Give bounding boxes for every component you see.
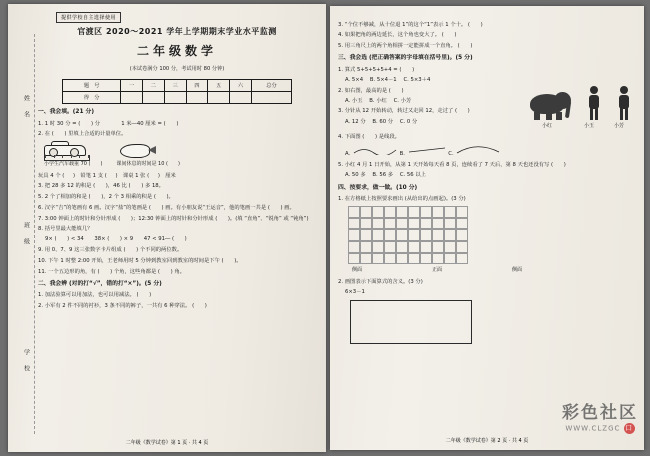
question-2-3: 3. “个位不够减，从十位退 1”的这个“1”表示 1 个十。 ( ) <box>338 21 483 28</box>
binding-labels <box>18 44 34 424</box>
binding-label-school: 学 校 <box>22 348 30 373</box>
view-label-right: 侧面 <box>511 267 522 274</box>
question-2-5: 5. 用三角尺上的两个角相拼一定能拼成一个直角。 ( ) <box>338 42 473 49</box>
question-1-1: 1. 1 时 30 分 = ( ) 分 1 米―40 厘米 = ( ) <box>38 120 179 127</box>
car-icon <box>44 141 88 161</box>
watermark-url <box>562 423 638 434</box>
score-cell-0[interactable] <box>121 92 143 104</box>
section-1-heading: 一、我会填。(21 分) <box>38 109 94 116</box>
option-c[interactable]: C. 小芳 <box>393 97 412 104</box>
arc-shape-c <box>455 143 501 155</box>
cartoon-label-xiaofang: 小芳 <box>613 123 624 129</box>
left-page-content <box>38 14 316 310</box>
option-c[interactable]: C. <box>448 151 454 158</box>
table-row <box>63 80 292 92</box>
ruler-icon <box>44 155 90 161</box>
exam-page-left <box>8 4 326 452</box>
option-a[interactable]: A. 50 多 <box>345 172 366 179</box>
section-2-heading: 二、我会辨 (对的打“√”，错的打“×”)。(5 分) <box>38 280 162 287</box>
question-3-3: 3. 分针从 12 开始转动，转过又走回 12，走过了 ( ) <box>338 108 470 115</box>
question-4-2-formula: 6×3－1 <box>345 288 365 295</box>
score-header-2: 二 <box>143 80 165 92</box>
question-3-1: 1. 算式 5+5+5+5+4 = ( ) <box>338 66 415 73</box>
watermark <box>562 398 638 434</box>
cartoon-caption-row <box>524 123 634 131</box>
question-1-2: 2. 在 ( ) 里填上合适的计量单位。 <box>38 131 127 138</box>
exam-subject: 二年级数学 <box>136 44 217 59</box>
elephant-icon <box>524 88 573 122</box>
question-3-4: 4. 下面图 ( ) 是线段。 <box>338 134 400 141</box>
score-cell-4[interactable] <box>208 92 230 104</box>
line-shape-b <box>407 145 447 155</box>
question-3-5-options <box>338 171 634 179</box>
score-header-1: 一 <box>121 80 143 92</box>
watermark-title: 彩色社区 <box>562 403 638 423</box>
cartoon-figures <box>524 84 634 131</box>
option-a[interactable]: A. <box>345 151 351 158</box>
view-label-front: 正面 <box>431 267 442 274</box>
question-3-2-block <box>338 84 634 131</box>
question-1-5: 5. 2 个了相加的和是 ( )，2 个 3 相乘的积是 ( )。 <box>38 194 174 201</box>
option-a[interactable]: A. 小玉 <box>345 97 363 104</box>
watermark-url-text: WWW.CLZGC <box>565 424 621 433</box>
score-header-5: 五 <box>208 80 230 92</box>
question-1-10: 10. 下午 1 时整 2:00 开始，王老师用时 5 分钟到教室回到教室的时间是下午 ( )。 <box>38 257 242 264</box>
exam-page-right <box>330 6 644 450</box>
question-3-2: 2. 如右图，最高的是 ( ) <box>338 87 404 94</box>
cartoon-label-xiaohong: 小红 <box>541 123 552 129</box>
question-1-8: 8. 括号里最大能填几？ <box>38 226 93 233</box>
question-4-1: 1. 在方格纸上按照要求画出 (从给出的点画起)。(3 分) <box>338 196 466 203</box>
option-c[interactable]: C. 5×3＋4 <box>403 76 431 83</box>
score-header-4: 四 <box>186 80 208 92</box>
score-header-3: 三 <box>164 80 186 92</box>
binding-dashed-line <box>34 34 35 434</box>
question-4-2: 2. 画图表示下面算式的含义。(3 分) <box>338 278 423 285</box>
option-b[interactable]: B. 小红 <box>369 97 387 104</box>
option-b[interactable]: B. <box>399 151 405 158</box>
question-1-toys: 玩具 4 个 ( ) 铅笔 1 支 ( ) 课桌 1 张 ( ) 厘米 <box>38 172 176 179</box>
cartoon-label-xiaoyu: 小玉 <box>583 123 594 129</box>
option-b[interactable]: B. 60 分 <box>372 118 394 125</box>
question-3-4-options <box>338 143 634 158</box>
curve-shape-a <box>352 145 398 155</box>
score-header-0: 题 号 <box>63 80 121 92</box>
question-1-9: 9. 用 0、7、9 这三张数字卡片组成 ( ) 个不同的两位数。 <box>38 247 183 254</box>
answer-grid[interactable] <box>348 206 468 264</box>
drawing-answer-box[interactable] <box>350 300 472 344</box>
option-a[interactable]: A. 12 分 <box>345 118 366 125</box>
score-header-6: 六 <box>230 80 252 92</box>
figures-row <box>524 86 634 122</box>
option-b[interactable]: B. 5×4－1 <box>369 76 397 83</box>
left-page-footer: 二年级《数学试卷》第 1 页 · 共 4 页 <box>125 440 209 446</box>
fish-icon <box>116 141 160 161</box>
right-page-content <box>338 18 634 344</box>
right-page-footer: 二年级《数学试卷》第 2 页 · 共 4 页 <box>445 438 529 444</box>
question-3-5: 5. 小红 4 月 1 日开始，从第 1 天开始每天看 8 页，连续看了 7 天后，第 8 天也还没有写 ( ) <box>338 162 566 169</box>
score-header-7: 总分 <box>251 80 291 92</box>
option-b[interactable]: B. 56 多 <box>372 172 394 179</box>
score-cell-3[interactable] <box>186 92 208 104</box>
question-3-2-options <box>338 97 524 105</box>
fish-caption: 课间休息的时间是 10 ( ) <box>116 161 180 168</box>
watermark-badge: 口 <box>625 424 634 432</box>
score-cell-5[interactable] <box>230 92 252 104</box>
question-2-2: 2. 小军有 2 件不同的衬衫，3 条不同的裤子，一共有 6 种穿法。 ( ) <box>38 302 207 309</box>
binding-label-class: 班 级 <box>22 221 30 246</box>
question-1-3: 3. 把 28 多 12 的积是 ( )，46 比 ( ) 多 18。 <box>38 183 164 190</box>
person-icon-xiaofang <box>613 86 634 122</box>
binding-label-name: 姓 名 <box>22 95 30 120</box>
selection-stamp: 提供学校自主选择使用 <box>56 12 121 23</box>
question-3-1-options <box>338 76 634 84</box>
exam-title: 官渡区 2020～2021 学年上学期期末学业水平监测 <box>77 27 277 36</box>
score-cell-1[interactable] <box>143 92 165 104</box>
question-3-3-options <box>338 118 524 126</box>
question-1-7: 7. 3:00 钟面上的时针和分针形成 ( )；12:30 钟面上的时针和分针形成 ( )。(填 “直角”、“锐角” 或 “钝角”) <box>38 215 309 222</box>
question-1-11: 11. 一个五边形的角，有 ( ) 个角，这些角都是 ( ) 角。 <box>38 268 185 275</box>
question-1-6: 6. 汉字“吉”的笔画有 6 画。汉字“盐”的笔画是 ( ) 画。有小朋友说“王运音”，他的笔画一共是 ( ) 画。 <box>38 204 295 211</box>
score-cell-2[interactable] <box>164 92 186 104</box>
figure-row-units <box>44 141 316 169</box>
car-caption: 小学生汽车载重 70 ( ) <box>44 161 103 168</box>
section-4-heading: 四、按要求，做一做。(10 分) <box>338 184 418 191</box>
option-c[interactable]: C. 0 分 <box>399 118 418 125</box>
score-table <box>62 79 292 104</box>
question-1-8-blanks: 9× ( ) < 34 38× ( ) × 9 47 < 91― ( ) <box>45 236 187 243</box>
score-row-label: 得 分 <box>63 92 121 104</box>
table-row <box>63 92 292 104</box>
car-figure-block <box>44 141 102 169</box>
section-3-heading: 三、我会选 (把正确答案的字母填在括号里)。(5 分) <box>338 55 473 62</box>
option-a[interactable]: A. 5×4 <box>345 76 364 83</box>
option-c[interactable]: C. 56 以上 <box>399 172 426 179</box>
person-icon-xiaoyu <box>583 86 604 122</box>
exam-note: (本试卷满分 100 分，考试用时 80 分钟) <box>129 65 225 72</box>
fish-figure-block <box>116 141 179 169</box>
view-label-row <box>352 267 522 275</box>
question-2-4: 4. 如果把角的两边延长，这个角也变大了。 ( ) <box>338 32 457 39</box>
score-cell-6[interactable] <box>251 92 291 104</box>
view-label-left: 侧面 <box>352 267 363 274</box>
question-2-1: 1. 加法验算可以用加法，也可以用减法。 ( ) <box>38 292 152 299</box>
